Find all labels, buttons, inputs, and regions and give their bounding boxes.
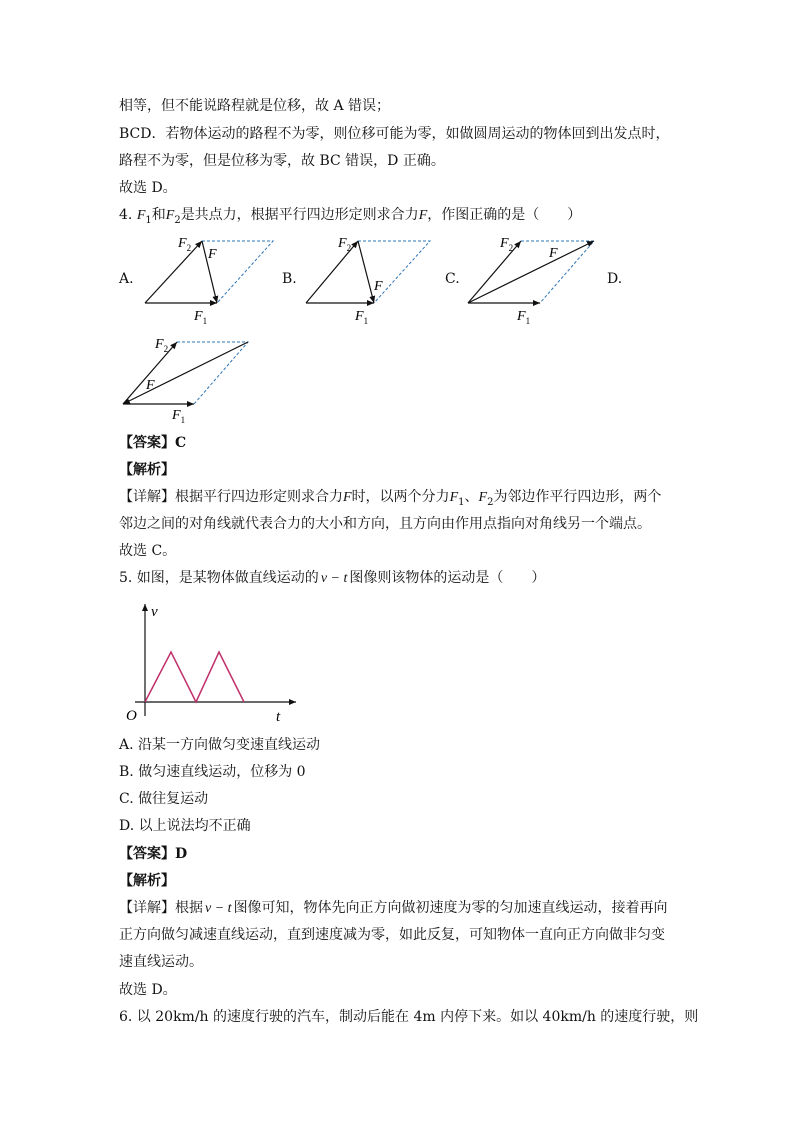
symbol: v − t: [205, 901, 232, 916]
question-6-stem: 6. 以 20km/h 的速度行驶的汽车，制动后能在 4m 内停下来。如以 40km/h 的速度行驶，则: [119, 1009, 699, 1025]
q-number: 4.: [119, 207, 137, 223]
symbol: F: [449, 490, 459, 505]
symbol: F: [165, 208, 175, 223]
analysis-5-heading: 【解析】: [119, 873, 175, 889]
label-f: F: [208, 247, 217, 262]
answer-4: 【答案】C: [119, 435, 187, 451]
symbol: F: [418, 208, 428, 223]
diagram-d: [123, 337, 248, 425]
option-d-label: D.: [607, 271, 623, 287]
label-f2: $F_2$: [500, 236, 514, 253]
text-line: 正方向做匀减速直线运动，直到速度减为零，如此反复，可知物体一直向正方向做非匀变: [119, 927, 665, 943]
analysis-4-heading: 【解析】: [119, 462, 175, 478]
expl-part: 、: [464, 489, 479, 505]
label-f1: $F_1$: [172, 408, 186, 425]
subscript: 2: [174, 214, 181, 226]
option-a-label: A.: [119, 271, 134, 287]
expl-part: 【详解】根据: [119, 900, 203, 916]
text-line: 故选 C。: [119, 543, 177, 559]
diagram-a: [145, 236, 273, 326]
option-d: D. 以上说法均不正确: [119, 818, 251, 834]
text-line: 故选 D。: [119, 982, 177, 998]
option-a: A. 沿某一方向做匀变速直线运动: [119, 737, 321, 753]
explanation-5: [119, 898, 668, 919]
option-c-label: C.: [445, 271, 460, 287]
text-line: 故选 D。: [119, 180, 177, 196]
vector-diagrams: [0, 0, 794, 440]
option-c: C. 做往复运动: [119, 791, 209, 807]
axis-label-t: t: [276, 709, 281, 725]
label-f2: $F_2$: [178, 236, 192, 253]
stem-part: 是共点力，根据平行四边形定则求合力: [180, 207, 419, 223]
stem-part: 5. 如图，是某物体做直线运动的: [119, 570, 319, 586]
label-f1: $F_1$: [517, 309, 531, 326]
expl-part: 【详解】根据平行四边形定则求合力: [119, 489, 343, 505]
diagram-c: [468, 236, 594, 326]
stem-part: ，作图正确的是（ ）: [427, 207, 582, 223]
subscript: 1: [458, 496, 465, 508]
stem-part: 图像则该物体的运动是（ ）: [349, 570, 546, 586]
stem-part: 和: [151, 207, 166, 223]
answer-5: 【答案】D: [119, 846, 188, 862]
option-b-label: B.: [282, 271, 297, 287]
label-f2: $F_2$: [155, 337, 169, 354]
label-f1: $F_1$: [355, 309, 369, 326]
question-5-stem: [119, 568, 545, 589]
symbol: F: [343, 490, 352, 505]
label-f: F: [146, 378, 155, 393]
expl-part: 为邻边作平行四边形，两个: [493, 489, 662, 505]
origin-label: O: [126, 708, 137, 724]
text-line: 相等，但不能说路程就是位移，故 A 错误；: [119, 98, 391, 114]
option-b: B. 做匀速直线运动，位移为 0: [119, 764, 306, 780]
subscript: 1: [145, 214, 152, 226]
explanation-4: [119, 487, 661, 513]
text-line: 路程不为零，但是位移为零，故 BC 错误，D 正确。: [119, 153, 445, 169]
expl-part: 时，以两个分力: [351, 489, 450, 505]
axis-label-v: v: [151, 604, 158, 620]
label-f1: $F_1$: [194, 309, 208, 326]
subscript: 2: [487, 496, 494, 508]
label-f2: $F_2$: [338, 236, 352, 253]
expl-part: 图像可知，物体先向正方向做初速度为零的匀加速直线运动，接着再向: [233, 900, 668, 916]
label-f: F: [374, 279, 383, 294]
velocity-curve: [145, 652, 244, 702]
symbol: F: [136, 208, 146, 223]
symbol: F: [478, 490, 488, 505]
symbol: v − t: [320, 571, 348, 586]
vt-graph: [118, 596, 298, 726]
diagram-b: [306, 236, 430, 326]
text-line: 速直线运动。: [119, 954, 203, 970]
text-line: 邻边之间的对角线就代表合力的大小和方向，且方向由作用点指向对角线另一个端点。: [119, 516, 651, 532]
text-line: BCD．若物体运动的路程不为零，则位移可能为零，如做圆周运动的物体回到出发点时，: [119, 126, 670, 142]
label-f: F: [549, 246, 558, 261]
